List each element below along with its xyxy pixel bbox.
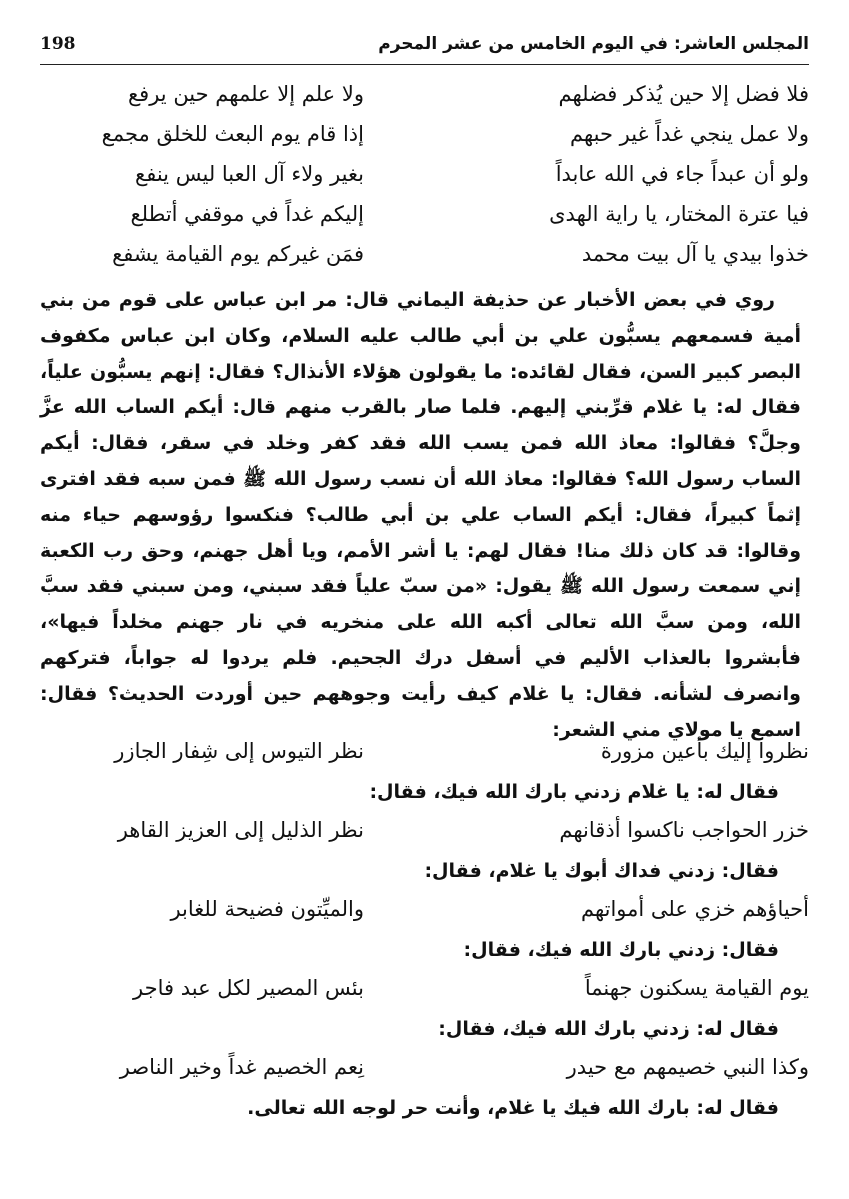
verse-second-hemistich: إليكم غداً في موقفي أتطلع <box>130 202 364 226</box>
narrative-paragraph: روي في بعض الأخبار عن حذيفة اليماني قال: مر ابن عباس على قوم من بني أمية فسمعهم يسبُّون علي بن أبي طالب عليه السلام، وكان ابن عباس مكفوف البصر كبير السن، فقال لقائده: ما يقولون هؤلاء الأنذال؟ فقال: إنهم يسبُّون علياً، فقال له: يا غلام قرِّبني إليهم. فلما صار بالقرب منهم قال: أيكم الساب الله عزَّ وجلَّ؟ فقالوا: معاذ الله فمن يسب الله فقد كفر وخلد في سقر، فقال: أيكم الساب رسول الله؟ فقالوا: معاذ الله أن نسب رسول الله ﷺ فمن سبه فقد افترى إثماً كبيراً، فقال: أيكم الساب علي بن أبي طالب؟ فنكسوا رؤوسهم حياء منه وقالوا: قد كان ذلك منا! فقال لهم: يا أشر الأمم، ويا أهل جهنم، وحق رب الكعبة إني سمعت رسول الله ﷺ يقول: «من سبّ علياً فقد سبني، ومن سبني فقد سبَّ الله، ومن سبَّ الله تعالى أكبه الله على منخريه في نار جهنم مخلداً فيها»، فأبشروا بالعذاب الأليم في أسفل درك الجحيم. فلم يردوا له جواباً، فتركهم وانصرف لشأنه. فقال: يا غلام كيف رأيت وجوههم حين أوردت الحديث؟ فقال: اسمع يا مولاي مني الشعر: <box>40 289 801 741</box>
verse-first-hemistich: فيا عترة المختار، يا راية الهدى <box>549 202 809 226</box>
verse-second-hemistich: نظر الذليل إلى العزيز القاهر <box>117 818 364 842</box>
verse-second-hemistich: إذا قام يوم البعث للخلق مجمع <box>101 122 364 146</box>
verse-line <box>70 739 809 779</box>
verse-line <box>70 122 809 162</box>
running-title: المجلس العاشر: في اليوم الخامس من عشر المحرم <box>378 34 809 54</box>
verse-line <box>70 242 809 282</box>
dialogue-line: فقال: زدني فداك أبوك يا غلام، فقال: <box>424 860 779 882</box>
verse-second-hemistich: ولا علم إلا علمهم حين يرفع <box>128 82 364 106</box>
verse-line <box>70 162 809 202</box>
verse-first-hemistich: ولا عمل ينجي غداً غير حبهم <box>569 122 809 146</box>
verse-first-hemistich: خزر الحواجب ناكسوا أذقانهم <box>559 818 809 842</box>
verse-first-hemistich: أحياؤهم خزي على أمواتهم <box>580 897 809 921</box>
verse-first-hemistich: يوم القيامة يسكنون جهنماً <box>584 976 809 1000</box>
verse-second-hemistich: بئس المصير لكل عبد فاجر <box>133 976 364 1000</box>
verse-second-hemistich: والميِّتون فضيحة للغابر <box>170 897 364 921</box>
verse-line <box>70 1055 809 1095</box>
page-number: 198 <box>40 34 76 54</box>
verse-first-hemistich: خذوا بيدي يا آل بيت محمد <box>581 242 809 266</box>
verse-first-hemistich: وكذا النبي خصيمهم مع حيدر <box>566 1055 809 1079</box>
dialogue-line: فقال له: يا غلام زدني بارك الله فيك، فقال: <box>369 781 779 803</box>
verse-first-hemistich: فلا فضل إلا حين يُذكر فضلهم <box>558 82 809 106</box>
verse-second-hemistich: فمَن غيركم يوم القيامة يشفع <box>112 242 364 266</box>
verse-line <box>70 202 809 242</box>
verse-second-hemistich: نظر التيوس إلى شِفار الجازر <box>114 739 364 763</box>
verse-line <box>70 82 809 122</box>
verse-first-hemistich: ولو أن عبداً جاء في الله عابداً <box>555 162 809 186</box>
verse-line <box>70 897 809 937</box>
dialogue-line: فقال له: بارك الله فيك يا غلام، وأنت حر لوجه الله تعالى. <box>247 1097 779 1119</box>
dialogue-line: فقال له: زدني بارك الله فيك، فقال: <box>438 1018 779 1040</box>
verse-first-hemistich: نظروا إليك بأعين مزورة <box>600 739 809 763</box>
verse-second-hemistich: بغير ولاء آل العبا ليس ينفع <box>135 162 364 186</box>
narrative-block <box>40 283 801 748</box>
verse-line <box>70 976 809 1016</box>
dialogue-line: فقال: زدني بارك الله فيك، فقال: <box>463 939 779 961</box>
verse-line <box>70 818 809 858</box>
page-header <box>40 30 809 65</box>
verse-second-hemistich: نِعم الخصيم غداً وخير الناصر <box>119 1055 364 1079</box>
